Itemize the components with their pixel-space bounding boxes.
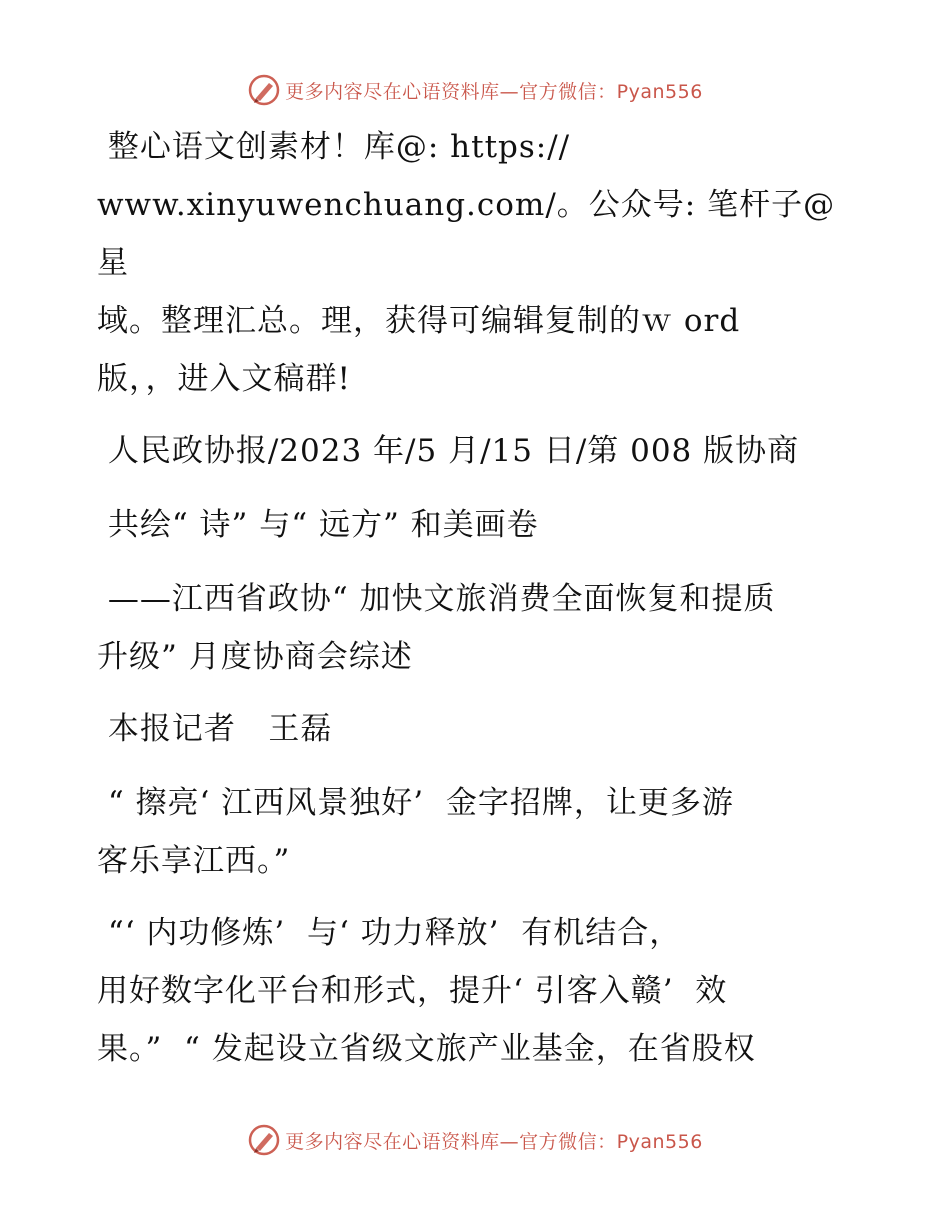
watermark-text: 更多内容尽在心语资料库—官方微信：Pyan556 — [285, 80, 703, 103]
document-body — [97, 118, 857, 1092]
quote-paragraph-1: “ 擦亮‘ 江西风景独好’ 金字招牌，让更多游 客乐享江西。” — [97, 785, 734, 879]
byline: 本报记者 王磊 — [97, 711, 333, 747]
pen-logo-icon — [247, 1123, 281, 1157]
article-subtitle: ——江西省政协“ 加快文旅消费全面恢复和提质 升级” 月度协商会综述 — [97, 581, 776, 675]
source-line: 人民政协报/2023 年/5 月/15 日/第 008 版协商 — [97, 433, 800, 469]
footer-watermark-banner — [0, 1120, 950, 1160]
wechat-id: Pyan556 — [616, 80, 703, 103]
wechat-id: Pyan556 — [616, 1130, 703, 1153]
watermark-text: 更多内容尽在心语资料库—官方微信：Pyan556 — [285, 1130, 703, 1153]
article-title: 共绘“ 诗” 与“ 远方” 和美画卷 — [97, 507, 539, 543]
header-watermark-banner — [0, 70, 950, 110]
quote-paragraph-2: “‘ 内功修炼’ 与‘ 功力释放’ 有机结合， 用好数字化平台和形式，提升‘ 引客入赣’ 效 果。” “ 发起设立省级文旅产业基金，在省股权 — [97, 915, 756, 1067]
pen-logo-icon — [247, 73, 281, 107]
intro-paragraph: 整心语文创素材！库@: https:// www.xinyuwenchuang.com/。公众号: 笔杆子@星 域。整理汇总。理，获得可编辑复制的ｗ ord 版，，进入文稿群! — [97, 129, 836, 397]
